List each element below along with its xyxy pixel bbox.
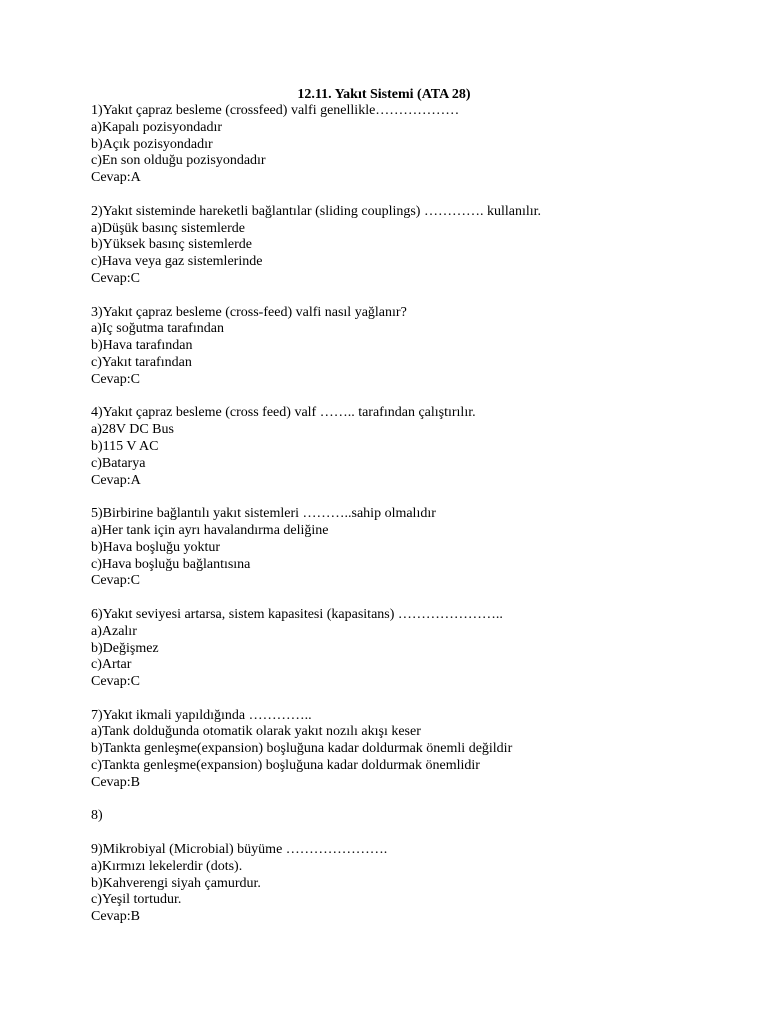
answer: Cevap:C xyxy=(91,573,140,589)
answer: Cevap:A xyxy=(91,170,141,186)
option-b: b)Hava boşluğu yoktur xyxy=(91,539,221,555)
option-c: c)Artar xyxy=(91,657,132,673)
question-text: 6)Yakıt seviyesi artarsa, sistem kapasitesi (kapasitans) ………………….. xyxy=(91,606,503,622)
option-b: b)Kahverengi siyah çamurdur. xyxy=(91,875,261,891)
option-a: a)Kapalı pozisyondadır xyxy=(91,119,223,135)
question-block-1 xyxy=(91,103,711,187)
document-title: 12.11. Yakıt Sistemi (ATA 28) xyxy=(297,87,471,102)
answer: Cevap:B xyxy=(91,909,140,925)
option-b: b)Yüksek basınç sistemlerde xyxy=(91,237,252,253)
question-block-8 xyxy=(91,808,711,825)
option-a: a)Azalır xyxy=(91,623,137,639)
question-block-6 xyxy=(91,607,711,691)
question-block-3 xyxy=(91,305,711,389)
option-c: c)Batarya xyxy=(91,455,146,471)
option-c: c)Yakıt tarafından xyxy=(91,354,192,370)
option-b: b)Tankta genleşme(expansion) boşluğuna kadar doldurmak önemli değildir xyxy=(91,741,513,757)
question-block-9 xyxy=(91,842,711,926)
option-b: b)115 V AC xyxy=(91,438,159,454)
question-text: 8) xyxy=(91,808,103,824)
question-block-5 xyxy=(91,506,711,590)
option-b: b)Hava tarafından xyxy=(91,338,193,354)
option-c: c)Hava boşluğu bağlantısına xyxy=(91,556,251,572)
option-c: c)Hava veya gaz sistemlerinde xyxy=(91,254,263,270)
option-b: b)Açık pozisyondadır xyxy=(91,136,213,152)
question-text: 4)Yakıt çapraz besleme (cross feed) valf …….. tarafından çalıştırılır. xyxy=(91,405,476,421)
option-a: a)28V DC Bus xyxy=(91,422,174,438)
question-text: 5)Birbirine bağlantılı yakıt sistemleri ………..sahip olmalıdır xyxy=(91,506,436,522)
question-text: 2)Yakıt sisteminde hareketli bağlantılar (sliding couplings) …………. kullanılır. xyxy=(91,203,542,219)
option-c: c)En son olduğu pozisyondadır xyxy=(91,153,266,169)
option-a: a)Tank dolduğunda otomatik olarak yakıt nozılı akışı keser xyxy=(91,724,421,740)
question-text: 1)Yakıt çapraz besleme (crossfeed) valfi genellikle……………… xyxy=(91,103,460,118)
option-a: a)Her tank için ayrı havalandırma deliğine xyxy=(91,522,329,538)
question-text: 7)Yakıt ikmali yapıldığında ………….. xyxy=(91,707,312,723)
option-c: c)Tankta genleşme(expansion) boşluğuna kadar doldurmak önemlidir xyxy=(91,758,480,774)
question-block-7 xyxy=(91,708,711,792)
option-a: a)Düşük basınç sistemlerde xyxy=(91,220,245,236)
answer: Cevap:C xyxy=(91,371,140,387)
question-text: 3)Yakıt çapraz besleme (cross-feed) valfi nasıl yağlanır? xyxy=(91,304,407,320)
answer: Cevap:C xyxy=(91,270,140,286)
question-text: 9)Mikrobiyal (Microbial) büyüme …………………. xyxy=(91,842,388,858)
question-block-2 xyxy=(91,204,711,288)
option-b: b)Değişmez xyxy=(91,640,159,656)
question-block-4 xyxy=(91,405,711,489)
question-list xyxy=(91,103,711,943)
answer: Cevap:A xyxy=(91,472,141,488)
answer: Cevap:B xyxy=(91,774,140,790)
option-a: a)Iç soğutma tarafından xyxy=(91,321,224,337)
option-a: a)Kırmızı lekelerdir (dots). xyxy=(91,858,243,874)
option-c: c)Yeşil tortudur. xyxy=(91,892,182,908)
answer: Cevap:C xyxy=(91,674,140,690)
